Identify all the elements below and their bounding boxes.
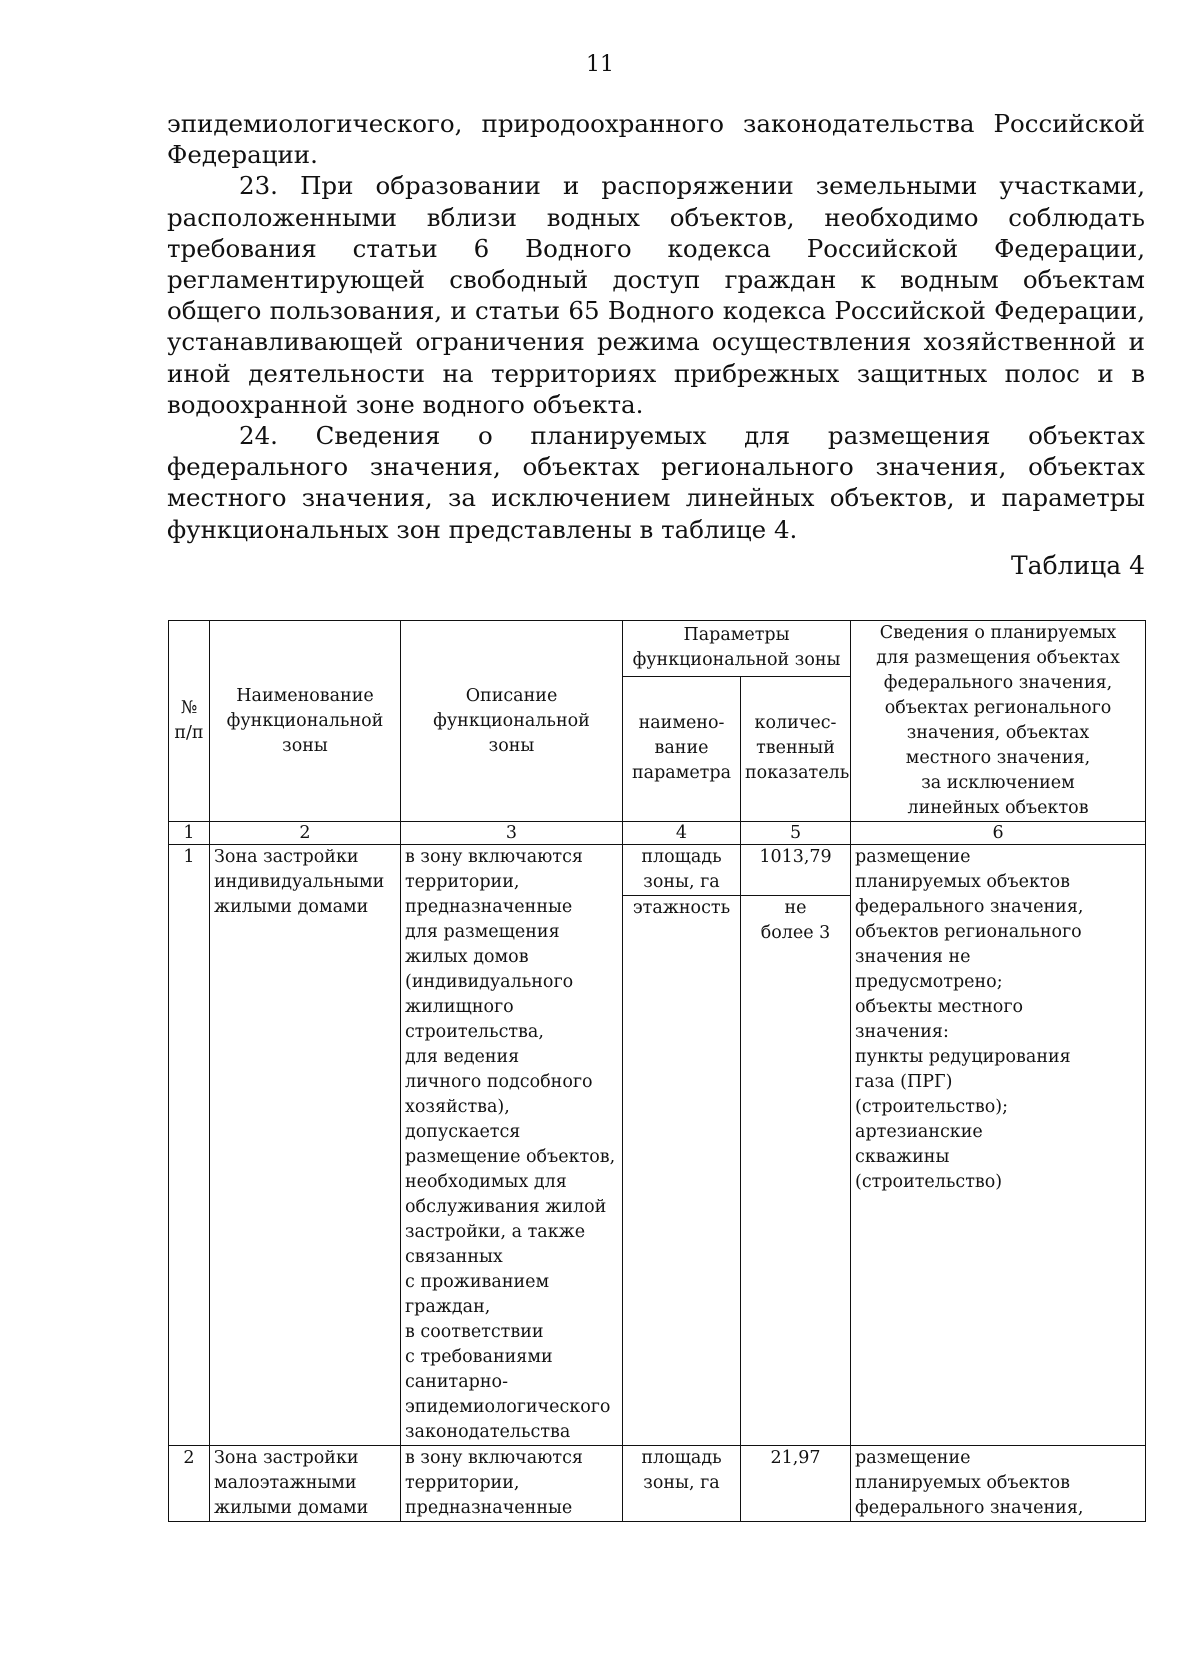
paragraph-continuation: эпидемиологического, природоохранного законодательства Российской Федерации. <box>167 109 1145 170</box>
zone-description: в зону включаются территории, предназначенные <box>401 1446 623 1522</box>
column-index-row <box>169 822 1146 845</box>
header-params-group: Параметры функциональной зоны <box>623 621 851 677</box>
zone-description: в зону включаются территории, предназначенные для размещения жилых домов (индивидуального жилищного строительства, для ведения личного подсобного хозяйства), допускается размещение объектов, необходимых для обслуживания жилой застройки, а также связанных с проживанием граждан, в соответствии с требованиями санитарно- эпидемиологического законодательства <box>401 845 623 1446</box>
param-names-cell <box>623 1446 741 1522</box>
header-zone-name: Наименование функциональной зоны <box>210 621 401 822</box>
param-name: площадь зоны, га <box>641 847 722 892</box>
param-name: этажность <box>623 895 740 921</box>
param-name: площадь зоны, га <box>641 1448 722 1493</box>
param-value: 1013,79 <box>759 847 832 867</box>
functional-zones-table <box>168 620 1146 1522</box>
column-index: 2 <box>210 822 401 845</box>
planned-objects: размещение планируемых объектов федерального значения, <box>851 1446 1146 1522</box>
header-planned-objects: Сведения о планируемых для размещения объектах федерального значения, объектах регионального значения, объектах местного значения, за исключением линейных объектов <box>851 621 1146 822</box>
zone-name: Зона застройки малоэтажными жилыми домами <box>210 1446 401 1522</box>
column-index: 6 <box>851 822 1146 845</box>
table-row <box>169 1446 1146 1522</box>
paragraph-23: 23. При образовании и распоряжении земельными участками, расположенными вблизи водных объектов, необходимо соблюдать требования статьи 6 Водного кодекса Российской Федерации, регламентирующей свободный доступ граждан к водным объектам общего пользования, и статьи 65 Водного кодекса Российской Федерации, устанавливающей ограничения режима осуществления хозяйственной и иной деятельности на территориях прибрежных защитных полос и в водоохранной зоне водного объекта. <box>167 171 1145 419</box>
header-param-name: наимено- вание параметра <box>623 676 741 821</box>
paragraph-24: 24. Сведения о планируемых для размещения объектах федерального значения, объектах регионального значения, объектах местного значения, за исключением линейных объектов, и параметры функциональных зон представлены в таблице 4. <box>167 421 1145 544</box>
column-index: 4 <box>623 822 741 845</box>
header-zone-description: Описание функциональной зоны <box>401 621 623 822</box>
table-row <box>169 845 1146 1446</box>
column-index: 1 <box>169 822 210 845</box>
param-value: не более 3 <box>741 895 850 946</box>
header-num: № п/п <box>169 621 210 822</box>
param-values-cell <box>741 845 851 1446</box>
header-param-value: количес- твенный показатель <box>741 676 851 821</box>
param-values-cell <box>741 1446 851 1522</box>
planned-objects: размещение планируемых объектов федерального значения, объектов регионального значения не предусмотрено; объекты местного значения: пункты редуцирования газа (ПРГ) (строительство); артезианские скважины (строительство) <box>851 845 1146 1446</box>
row-num: 2 <box>169 1446 210 1522</box>
body-text <box>167 108 1145 545</box>
column-index: 3 <box>401 822 623 845</box>
column-index: 5 <box>741 822 851 845</box>
param-value: 21,97 <box>770 1448 821 1468</box>
page-number: 11 <box>586 52 614 77</box>
param-names-cell <box>623 845 741 1446</box>
row-num: 1 <box>169 845 210 1446</box>
zone-name: Зона застройки индивидуальными жилыми домами <box>210 845 401 1446</box>
table-header-row <box>169 621 1146 677</box>
table-caption: Таблица 4 <box>1010 551 1145 580</box>
